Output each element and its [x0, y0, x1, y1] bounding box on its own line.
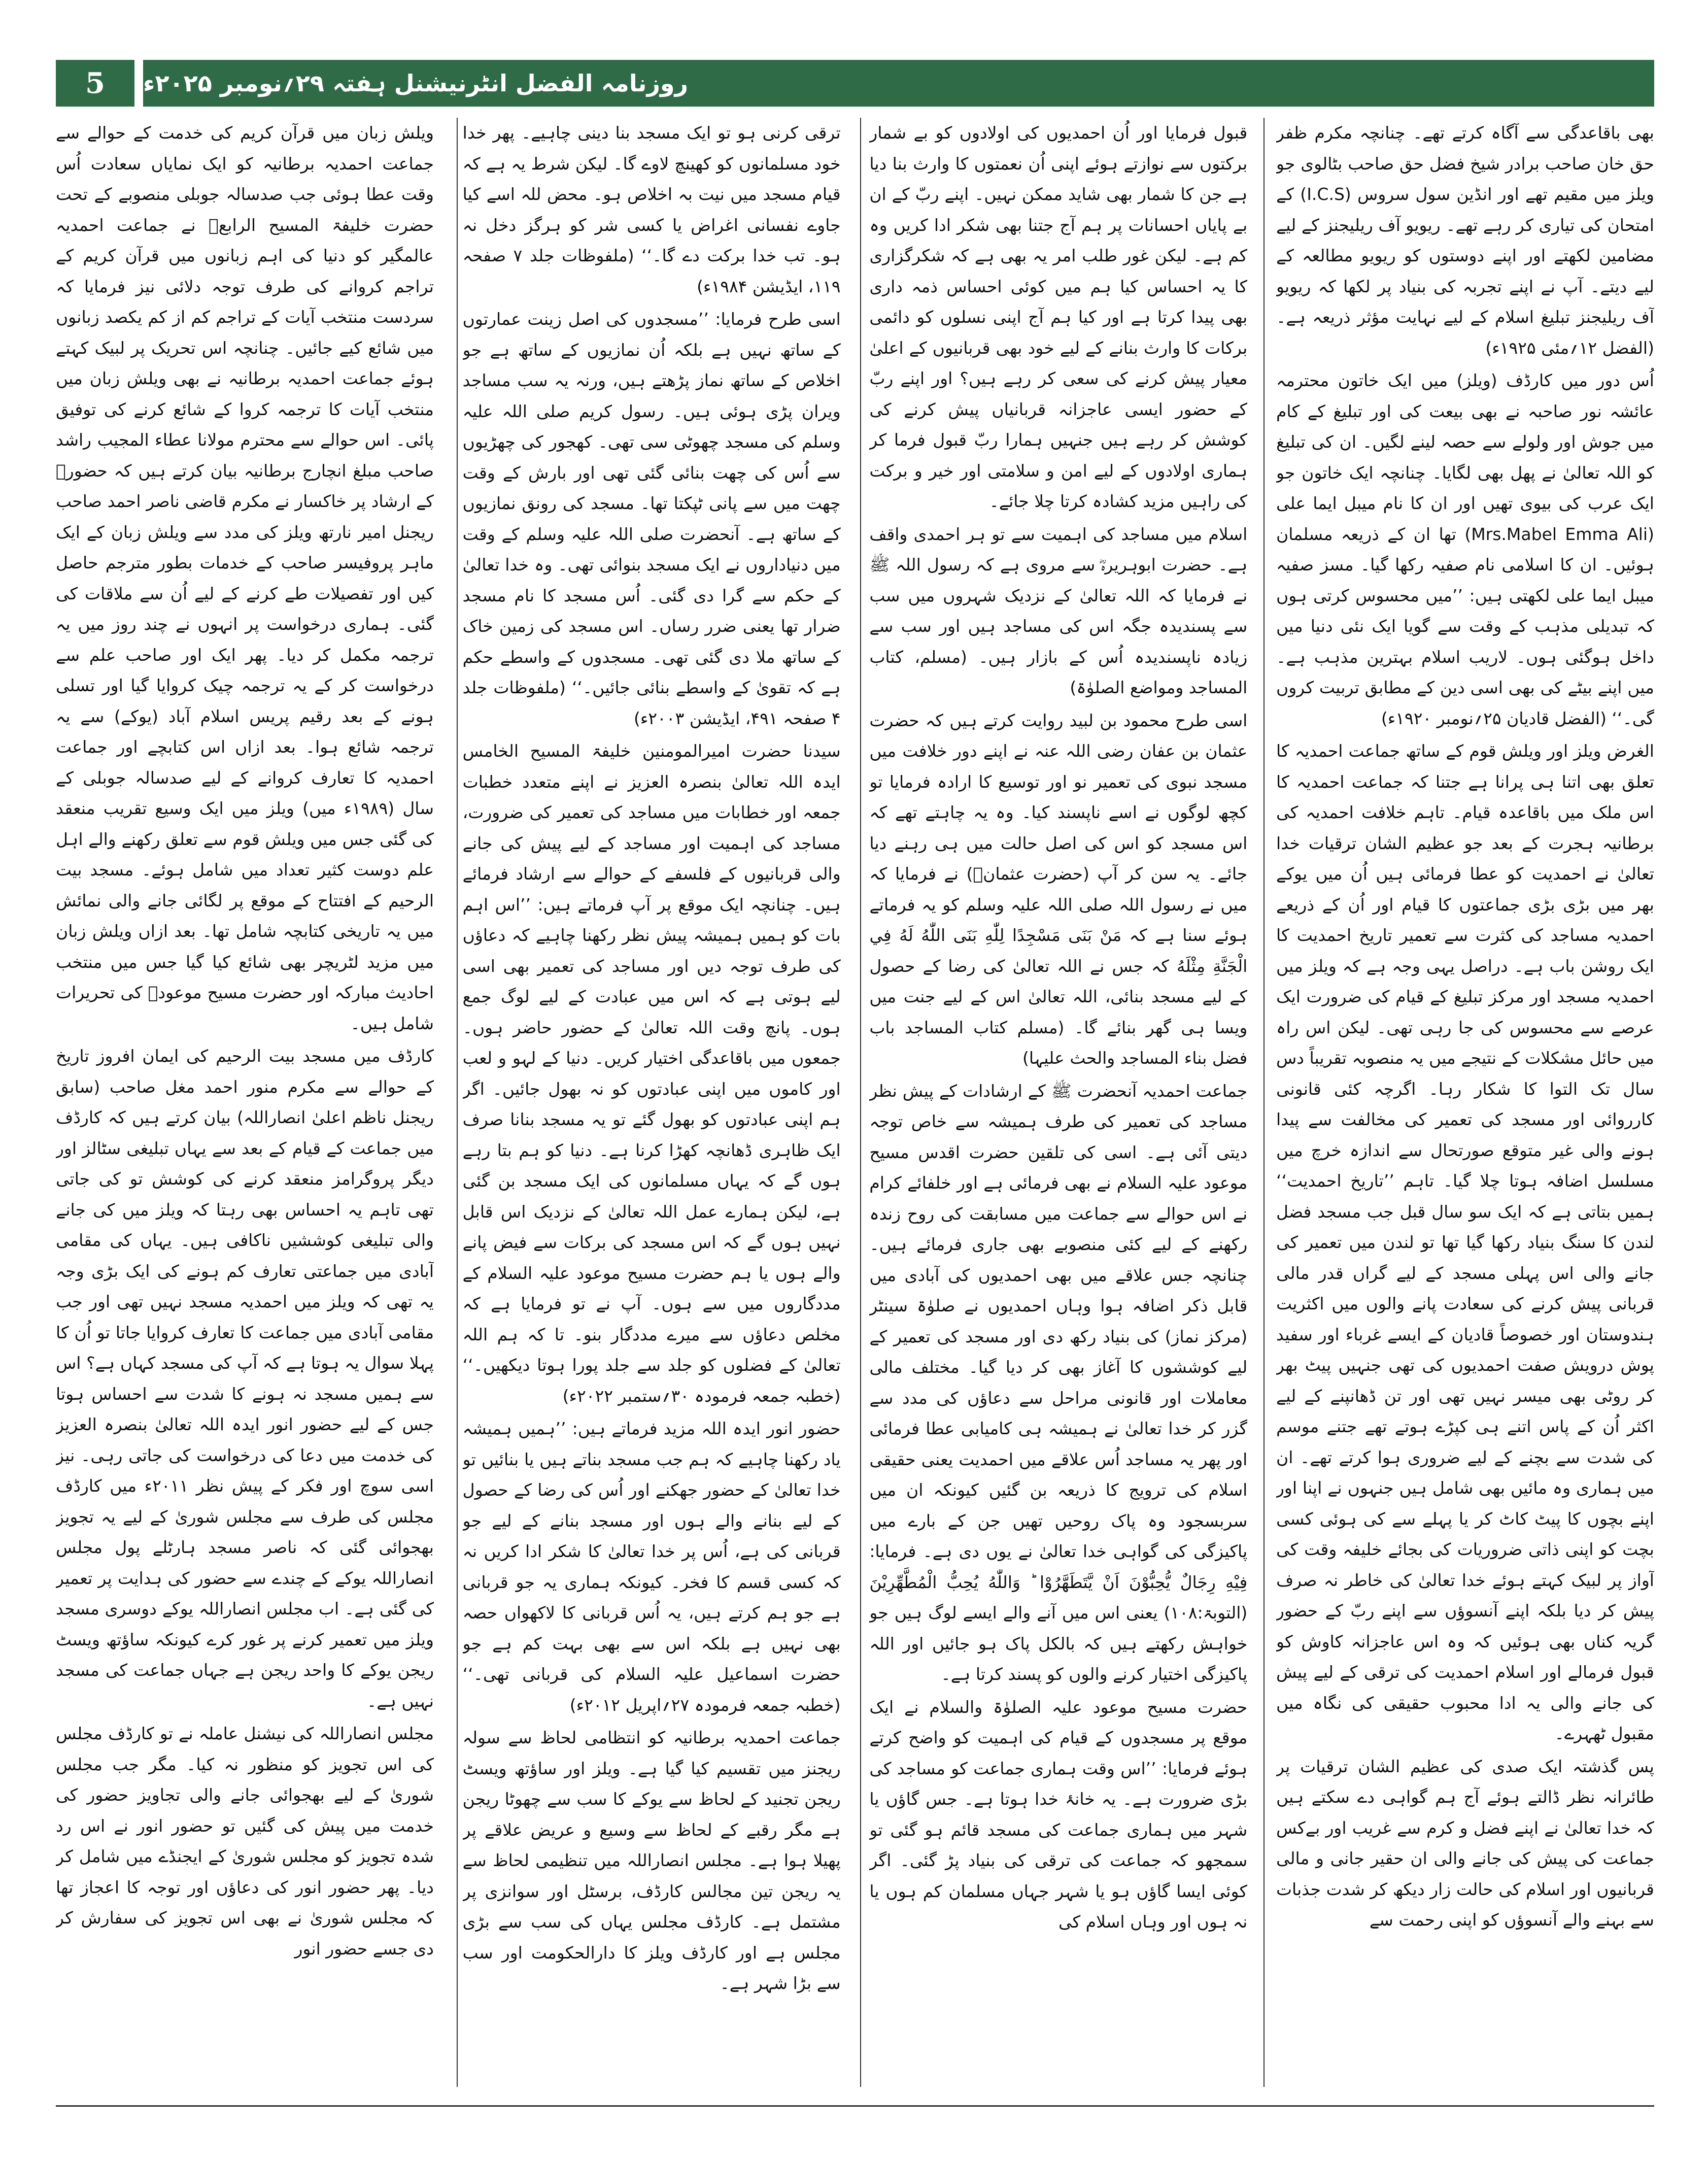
paragraph: اسلام میں مساجد کی اہمیت سے تو ہر احمدی واقف ہے۔ حضرت ابوہریرہؓ سے مروی ہے کہ رسول اللہ ﷺ نے فرمایا کہ اللہ تعالیٰ کے نزدیک شہروں میں سب سے پسندیدہ جگہ اس کی مساجد ہیں اور سب سے زیادہ ناپسندیدہ اُس کے بازار ہیں۔ (مسلم، کتاب المساجد ومواضع الصلوٰۃ) — [869, 524, 1248, 697]
paragraph: اسی طرح محمود بن لبید روایت کرتے ہیں کہ حضرت عثمان بن عفان رضی اللہ عنہ نے اپنے دور خلافت میں مسجد نبوی کی تعمیر نو اور توسیع کا ارادہ فرمایا تو کچھ لوگوں نے اسے ناپسند کیا۔ وہ یہ چاہتے تھے کہ اس مسجد کو اس کی اصل حالت میں ہی رہنے دیا جائے۔ یہ سن کر آپ (حضرت عثمانؓ) نے فرمایا کہ میں نے رسول اللہ صلی اللہ علیہ وسلم کو یہ فرماتے ہوئے سنا ہے کہ مَنْ بَنَى مَسْجِدًا لِلّٰهِ بَنَى اللّٰهُ لَهُ فِي الْجَنَّةِ مِثْلَهُ کہ جس نے اللہ تعالیٰ کی رضا کے حصول کے لیے مسجد بنائی، اللہ تعالیٰ اس کے لیے جنت میں ویسا ہی گھر بنائے گا۔ (مسلم کتاب المساجد باب فضل بناء المساجد والحث علیہا) — [869, 710, 1248, 1068]
paragraph: اسی طرح فرمایا: ’’مسجدوں کی اصل زینت عمارتوں کے ساتھ نہیں ہے بلکہ اُن نمازیوں کے ساتھ ہے جو اخلاص کے ساتھ نماز پڑھتے ہیں، ورنہ یہ سب مساجد ویران پڑی ہوئی ہیں۔ رسول کریم صلی اللہ علیہ وسلم کی مسجد چھوٹی سی تھی۔ کھجور کی چھڑیوں سے اُس کی چھت بنائی گئی تھی اور بارش کے وقت چھت میں سے پانی ٹپکتا تھا۔ مسجد کی رونق نمازیوں کے ساتھ ہے۔ آنحضرت صلی اللہ علیہ وسلم کے وقت میں دنیاداروں نے ایک مسجد بنوائی تھی۔ وہ خدا تعالیٰ کے حکم سے گرا دی گئی۔ اُس مسجد کا نام مسجد ضرار تھا یعنی ضرر رساں۔ اس مسجد کی زمین خاک کے ساتھ ملا دی گئی تھی۔ مسجدوں کے واسطے حکم ہے کہ تقویٰ کے واسطے بنائی جائیں۔‘‘ (ملفوظات جلد ۴ صفحہ ۴۹۱، ایڈیشن ۲۰۰۳ء) — [462, 309, 841, 728]
paragraph: بھی باقاعدگی سے آگاہ کرتے تھے۔ چنانچہ مکرم ظفر حق خان صاحب برادر شیخ فضل حق صاحب بٹالوی جو ویلز میں مقیم تھے اور انڈین سول سروس (I.C.S) کے امتحان کی تیاری کر رہے تھے۔ ریویو آف ریلیجنز کے لیے مضامین لکھتے اور اپنے دوستوں کو ریویو مطالعہ کے لیے دیتے۔ آپ نے اپنے تجربہ کی بنیاد پر لکھا کہ ریویو آف ریلیجنز تبلیغ اسلام کے لیے نہایت مؤثر ذریعہ ہے۔ (الفضل ۱۲؍مئی ۱۹۲۵ء) — [1276, 123, 1654, 358]
paragraph: ویلش زبان میں قرآن کریم کی خدمت کے حوالے سے جماعت احمدیہ برطانیہ کو ایک نمایاں سعادت اُس وقت عطا ہوئی جب صدسالہ جوبلی منصوبے کے تحت حضرت خلیفۃ المسیح الرابعؒ نے جماعت احمدیہ عالمگیر کو دنیا کی اہم زبانوں میں قرآن کریم کے تراجم کروانے کی طرف توجہ دلائی نیز فرمایا کہ سردست منتخب آیات کے تراجم کم از کم یکصد زبانوں میں شائع کیے جائیں۔ چنانچہ اس تحریک پر لبیک کہتے ہوئے جماعت احمدیہ برطانیہ نے بھی ویلش زبان میں منتخب آیات کا ترجمہ کروا کے شائع کرنے کی توفیق پائی۔ اس حوالے سے محترم مولانا عطاء المجیب راشد صاحب مبلغ انچارج برطانیہ بیان کرتے ہیں کہ حضورؒ کے ارشاد پر خاکسار نے مکرم قاضی ناصر احمد صاحب ریجنل امیر نارتھ ویلز کی مدد سے ویلش زبان کے ایک ماہر پروفیسر صاحب کے خدمات بطور مترجم حاصل کیں اور تفصیلات طے کرنے کے لیے اُن سے ملاقات کی گئی۔ ہماری درخواست پر انہوں نے چند روز میں یہ ترجمہ مکمل کر دیا۔ پھر ایک اور صاحب علم سے درخواست کر کے یہ ترجمہ چیک کروایا گیا اور تسلی ہونے کے بعد رقیم پریس اسلام آباد (یوکے) سے یہ ترجمہ شائع ہوا۔ بعد ازاں اس کتابچے اور جماعت احمدیہ کا تعارف کروانے کے لیے صدسالہ جوبلی کے سال (۱۹۸۹ء میں) ویلز میں ایک وسیع تقریب منعقد کی گئی جس میں ویلش قوم سے تعلق رکھنے والے اہل علم دوست کثیر تعداد میں شامل ہوئے۔ مسجد بیت الرحیم کے افتتاح کے موقع پر لگائی جانے والی نمائش میں یہ تاریخی کتابچہ شامل تھا۔ بعد ازاں ویلش زبان میں مزید لٹریچر بھی شائع کیا گیا جس میں منتخب احادیث مبارکہ اور حضرت مسیح موعودؑ کی تحریرات شامل ہیں۔ — [56, 123, 434, 1033]
article-columns — [56, 118, 1654, 2097]
paragraph: اُس دور میں کارڈف (ویلز) میں ایک خاتون محترمہ عائشہ نور صاحبہ نے بھی بیعت کی اور تبلیغ کے کام میں جوش اور ولولے سے حصہ لینے لگیں۔ ان کی تبلیغ کو اللہ تعالیٰ نے پھل بھی لگایا۔ چنانچہ ایک خاتون جو ایک عرب کی بیوی تھیں اور ان کا نام میبل ایما علی (Mrs.Mabel Emma Ali) تھا ان کے ذریعہ مسلمان ہوئیں۔ ان کا اسلامی نام صفیہ رکھا گیا۔ مسز صفیہ میبل ایما علی لکھتی ہیں: ’’میں محسوس کرتی ہوں کہ تبدیلی مذہب کے وقت سے گویا ایک نئی دنیا میں داخل ہوگئی ہوں۔ لاریب اسلام بہترین مذہب ہے۔ میں اپنے بیٹے کی بھی اسی دین کے مطابق تربیت کروں گی۔‘‘ (الفضل قادیان ۲۵؍نومبر ۱۹۲۰ء) — [1276, 370, 1654, 728]
newspaper-title: روزنامہ الفضل انٹرنیشنل ہفتہ ۲۹؍نومبر ۲۰۲۵ء — [143, 70, 688, 97]
column-divider — [1263, 118, 1265, 2087]
column-4 — [56, 118, 434, 2097]
paragraph: قبول فرمایا اور اُن احمدیوں کی اولادوں کو بے شمار برکتوں سے نوازتے ہوئے اپنی اُن نعمتوں کا وارث بنا دیا ہے جن کا شمار بھی شاید ممکن نہیں۔ اپنے ربّ کے ان بے پایاں احسانات پر ہم آج جتنا بھی شکر ادا کریں وہ کم ہے۔ لیکن غور طلب امر یہ بھی ہے کہ شکرگزاری کا یہ احساس کیا ہم میں کوئی احساس ذمہ داری بھی پیدا کرتا ہے اور کیا ہم آج اپنی نسلوں کو دائمی برکات کا وارث بنانے کے لیے خود بھی قربانیوں کے اعلیٰ معیار پیش کرنے کی سعی کر رہے ہیں؟ اور اپنے ربّ کے حضور ایسی عاجزانہ قربانیاں پیش کرنے کی کوشش کر رہے ہیں جنہیں ہمارا ربّ قبول فرما کر ہماری اولادوں کے لیے امن و سلامتی اور خیر و برکت کی راہیں مزید کشادہ کرتا چلا جائے۔ — [869, 123, 1248, 511]
paragraph: حضرت مسیح موعود علیہ الصلوٰۃ والسلام نے ایک موقع پر مسجدوں کے قیام کی اہمیت کو واضح کرتے ہوئے فرمایا: ’’اس وقت ہماری جماعت کو مساجد کی بڑی ضرورت ہے۔ یہ خانۂ خدا ہوتا ہے۔ جس گاؤں یا شہر میں ہماری جماعت کی مسجد قائم ہو گئی تو سمجھو کہ جماعت کی ترقی کی بنیاد پڑ گئی۔ اگر کوئی ایسا گاؤں ہو یا شہر جہاں مسلمان کم ہوں یا نہ ہوں اور وہاں اسلام کی — [869, 1697, 1248, 1932]
bottom-rule — [56, 2105, 1654, 2107]
paragraph: مجلس انصاراللہ کی نیشنل عاملہ نے تو کارڈف مجلس کی اس تجویز کو منظور نہ کیا۔ مگر جب مجلس شوریٰ کے لیے بھجوائی جانے والی تجاویز حضور کی خدمت میں پیش کی گئیں تو حضور انور نے اس رد شدہ تجویز کو مجلس شوریٰ کے ایجنڈے میں شامل کر دیا۔ پھر حضور انور کی دعاؤں اور توجہ کا اعجاز تھا کہ مجلس شوریٰ نے بھی اس تجویز کی سفارش کر دی جسے حضور انور — [56, 1724, 434, 1959]
column-1 — [1276, 118, 1654, 2097]
paragraph: کارڈف میں مسجد بیت الرحیم کی ایمان افروز تاریخ کے حوالے سے مکرم منور احمد مغل صاحب (سابق ریجنل ناظم اعلیٰ انصاراللہ) بیان کرتے ہیں کہ کارڈف میں جماعت کے قیام کے بعد سے یہاں تبلیغی سٹالز اور دیگر پروگرامز منعقد کرنے کی کوشش تو کی جاتی تھی تاہم یہ احساس بھی رہتا کہ ویلز میں کی جانے والی تبلیغی کوششیں ناکافی ہیں۔ یہاں کی مقامی آبادی میں جماعتی تعارف کم ہونے کی ایک بڑی وجہ یہ تھی کہ ویلز میں احمدیہ مسجد نہیں تھی اور جب مقامی آبادی میں جماعت کا تعارف کروایا جاتا تو اُن کا پہلا سوال یہ ہوتا ہے کہ آپ کی مسجد کہاں ہے؟ اس سے ہمیں مسجد نہ ہونے کا شدت سے احساس ہوتا جس کے لیے حضور انور ایدہ اللہ تعالیٰ بنصرہ العزیز کی خدمت میں دعا کی درخواست کی جاتی رہی۔ نیز اسی سوچ اور فکر کے پیش نظر ۲۰۱۱ء میں کارڈف مجلس کی طرف سے مجلس شوریٰ کے لیے یہ تجویز بھجوائی گئی کہ ناصر مسجد ہارٹلے پول مجلس انصاراللہ یوکے کے چندے سے حضور کی ہدایت پر تعمیر کی گئی ہے۔ اب مجلس انصاراللہ یوکے دوسری مسجد ویلز میں تعمیر کرنے پر غور کرے کیونکہ ساؤتھ ویسٹ ریجن یوکے کا واحد ریجن ہے جہاں جماعت کی مسجد نہیں ہے۔ — [56, 1046, 434, 1711]
column-divider — [860, 118, 861, 2087]
page-number: 5 — [56, 60, 134, 107]
newspaper-title-bar — [143, 60, 1654, 107]
page-header — [56, 60, 1654, 107]
column-divider — [457, 118, 458, 2087]
paragraph: پس گذشتہ ایک صدی کی عظیم الشان ترقیات پر طائرانہ نظر ڈالتے ہوئے آج ہم گواہی دے سکتے ہیں کہ خدا تعالیٰ نے اپنے فضل و کرم سے غریب اور بےکس جماعت کی پیش کی جانے والی ان حقیر جانی و مالی قربانیوں اور اسلام کی حالت زار دیکھ کر شدت جذبات سے بہنے والے آنسوؤں کو اپنی رحمت سے — [1276, 1756, 1654, 1930]
column-2 — [869, 118, 1247, 2097]
paragraph: ترقی کرنی ہو تو ایک مسجد بنا دینی چاہیے۔ پھر خدا خود مسلمانوں کو کھینچ لاوے گا۔ لیکن شرط یہ ہے کہ قیام مسجد میں نیت بہ اخلاص ہو۔ محض للہ اسے کیا جاوے نفسانی اغراض یا کسی شر کو ہرگز دخل نہ ہو۔ تب خدا برکت دے گا۔‘‘ (ملفوظات جلد ۷ صفحہ ۱۱۹، ایڈیشن ۱۹۸۴ء) — [462, 123, 841, 296]
paragraph: جماعت احمدیہ آنحضرت ﷺ کے ارشادات کے پیش نظر مساجد کی تعمیر کی طرف ہمیشہ سے خاص توجہ دیتی آئی ہے۔ اسی کی تلقین حضرت اقدس مسیح موعود علیہ السلام نے بھی فرمائی ہے اور خلفائے کرام نے اس حوالے سے جماعت میں مسابقت کی روح زندہ رکھنے کے لیے کئی منصوبے بھی جاری فرمائے ہیں۔ چنانچہ جس علاقے میں بھی احمدیوں کی آبادی میں قابل ذکر اضافہ ہوا وہاں احمدیوں نے صلوٰۃ سینٹر (مرکز نماز) کی بنیاد رکھ دی اور مسجد کی تعمیر کے لیے کوششوں کا آغاز بھی کر دیا گیا۔ مختلف مالی معاملات اور قانونی مراحل سے دعاؤں کی مدد سے گزر کر خدا تعالیٰ نے ہمیشہ ہی کامیابی عطا فرمائی اور پھر یہ مساجد اُس علاقے میں احمدیت یعنی حقیقی اسلام کی ترویج کا ذریعہ بن گئیں کیونکہ ان میں سربسجود وہ پاک روحیں تھیں جن کے بارے میں پاکیزگی کی گواہی خدا تعالیٰ نے یوں دی ہے۔ فرمایا: فِيْهِ رِجَالٌ يُّحِبُّوْنَ اَنْ يَّتَطَهَّرُوْا ؕ وَاللّٰهُ يُحِبُّ الْمُطَّهِّرِيْنَ (التوبۃ:۱۰۸) یعنی اس میں آنے والے ایسے لوگ ہیں جو خواہش رکھتے ہیں کہ بالکل پاک ہو جائیں اور اللہ پاکیزگی اختیار کرنے والوں کو پسند کرتا ہے۔ — [869, 1081, 1248, 1684]
column-3 — [463, 118, 841, 2097]
paragraph: سیدنا حضرت امیرالمومنین خلیفۃ المسیح الخامس ایدہ اللہ تعالیٰ بنصرہ العزیز نے اپنے متعدد خطبات جمعہ اور خطابات میں مساجد کی تعمیر کی ضرورت، مساجد کی اہمیت اور مساجد کے لیے پیش کی جانے والی قربانیوں کے فلسفے کے حوالے سے ارشاد فرمائے ہیں۔ چنانچہ ایک موقع پر آپ فرماتے ہیں: ’’اس اہم بات کو ہمیں ہمیشہ پیش نظر رکھنا چاہیے کہ دعاؤں کی طرف توجہ دیں اور مساجد کی تعمیر بھی اسی لیے ہوتی ہے کہ اس میں عبادت کے لیے لوگ جمع ہوں۔ پانچ وقت اللہ تعالیٰ کے حضور حاضر ہوں۔ جمعوں میں باقاعدگی اختیار کریں۔ دنیا کے لہو و لعب اور کاموں میں اپنی عبادتوں کو نہ بھول جائیں۔ اگر ہم اپنی عبادتوں کو بھول گئے تو یہ مسجد بنانا صرف ایک ظاہری ڈھانچہ کھڑا کرنا ہے۔ دنیا کو ہم بتا رہے ہوں گے کہ یہاں مسلمانوں کی ایک مسجد بن گئی ہے، لیکن ہمارے عمل اللہ تعالیٰ کے نزدیک اس قابل نہیں ہوں گے کہ اس مسجد کی برکات سے فیض پانے والے ہوں یا ہم حضرت مسیح موعود علیہ السلام کے مددگاروں میں سے ہوں۔ آپ نے تو فرمایا ہے کہ مخلص دعاؤں سے میرے مددگار بنو۔ تا کہ ہم اللہ تعالیٰ کے فضلوں کو جلد سے جلد پورا ہوتا دیکھیں۔‘‘ (خطبہ جمعہ فرمودہ ۳۰؍ستمبر ۲۰۲۲ء) — [462, 741, 841, 1406]
paragraph: حضور انور ایدہ اللہ مزید فرماتے ہیں: ’’ہمیں ہمیشہ یاد رکھنا چاہیے کہ ہم جب مسجد بناتے ہیں یا بنائیں تو خدا تعالیٰ کے حضور جھکنے اور اُس کی رضا کے حصول کے لیے بنانے والے ہوں اور مسجد بنانے کے لیے جو قربانی کی ہے، اُس پر خدا تعالیٰ کا شکر ادا کریں نہ کہ کسی قسم کا فخر۔ کیونکہ ہماری یہ جو قربانی ہے جو ہم کرتے ہیں، یہ اُس قربانی کا لاکھواں حصہ بھی نہیں ہے بلکہ اس سے بھی بہت کم ہے جو حضرت اسماعیل علیہ السلام کی قربانی تھی۔‘‘ (خطبہ جمعہ فرمودہ ۲۷؍اپریل ۲۰۱۲ء) — [462, 1419, 841, 1715]
paragraph: جماعت احمدیہ برطانیہ کو انتظامی لحاظ سے سولہ ریجنز میں تقسیم کیا گیا ہے۔ ویلز اور ساؤتھ ویسٹ ریجن تجنید کے لحاظ سے یوکے کا سب سے چھوٹا ریجن ہے مگر رقبے کے لحاظ سے وسیع و عریض علاقے پر پھیلا ہوا ہے۔ مجلس انصاراللہ میں تنظیمی لحاظ سے یہ ریجن تین مجالس کارڈف، برسٹل اور سوانزی پر مشتمل ہے۔ کارڈف مجلس یہاں کی سب سے بڑی مجلس ہے اور کارڈف ویلز کا دارالحکومت اور سب سے بڑا شہر ہے۔ — [462, 1728, 841, 1993]
paragraph: الغرض ویلز اور ویلش قوم کے ساتھ جماعت احمدیہ کا تعلق بھی اتنا ہی پرانا ہے جتنا کہ جماعت احمدیہ کا اس ملک میں باقاعدہ قیام۔ تاہم خلافت احمدیہ کی برطانیہ ہجرت کے بعد جو عظیم الشان ترقیات خدا تعالیٰ نے احمدیت کو عطا فرمائی ہیں اُن میں یوکے بھر میں بڑی بڑی جماعتوں کا قیام اور اُن کے ذریعے احمدیہ مساجد کی کثرت سے تعمیر تاریخ احمدیت کا ایک روشن باب ہے۔ دراصل یہی وجہ ہے کہ ویلز میں احمدیہ مسجد اور مرکز تبلیغ کے قیام کی ضرورت ایک عرصے سے محسوس کی جا رہی تھی۔ لیکن اس راہ میں حائل مشکلات کے نتیجے میں یہ منصوبہ تقریباً دس سال تک التوا کا شکار رہا۔ اگرچہ کئی قانونی کارروائی اور مسجد کی تعمیر کی مخالفت سے پیدا ہونے والی غیر متوقع صورتحال سے اندازہ خرچ میں مسلسل اضافہ ہوتا چلا گیا۔ تاہم ’’تاریخ احمدیت‘‘ ہمیں بتاتی ہے کہ ایک سو سال قبل جب مسجد فضل لندن کا سنگ بنیاد رکھا گیا تھا تو لندن میں تعمیر کی جانے والی اس پہلی مسجد کے لیے گراں قدر مالی قربانی پیش کرنے کی سعادت پانے والوں میں اکثریت ہندوستان اور خصوصاً قادیان کے ایسے غرباء اور سفید پوش درویش صفت احمدیوں کی تھی جنہیں پیٹ بھر کر روٹی بھی میسر نہیں تھی اور تن ڈھانپنے کے لیے اکثر اُن کے پاس اتنے ہی کپڑے ہوتے تھے جتنے موسم کی شدت سے بچنے کے لیے ضروری ہوا کرتے تھے۔ ان میں ہماری وہ مائیں بھی شامل ہیں جنہوں نے اپنا اور اپنے بچوں کا پیٹ کاٹ کر یا پہلے سے کی ہوئی کسی بچت کو اپنی ذاتی ضروریات کی بجائے خلیفہ وقت کی آواز پر لبیک کہتے ہوئے خدا تعالیٰ کی خاطر نہ صرف پیش کر دیا بلکہ اپنے آنسوؤں سے اپنے ربّ کے حضور گریہ کناں بھی ہوئیں کہ وہ اس عاجزانہ کاوش کو قبول فرمالے اور اسلام احمدیت کی ترقی کے لیے پیش کی جانے والی یہ ادا محبوب حقیقی کی نگاہ میں مقبول ٹھہرے۔ — [1276, 741, 1654, 1743]
